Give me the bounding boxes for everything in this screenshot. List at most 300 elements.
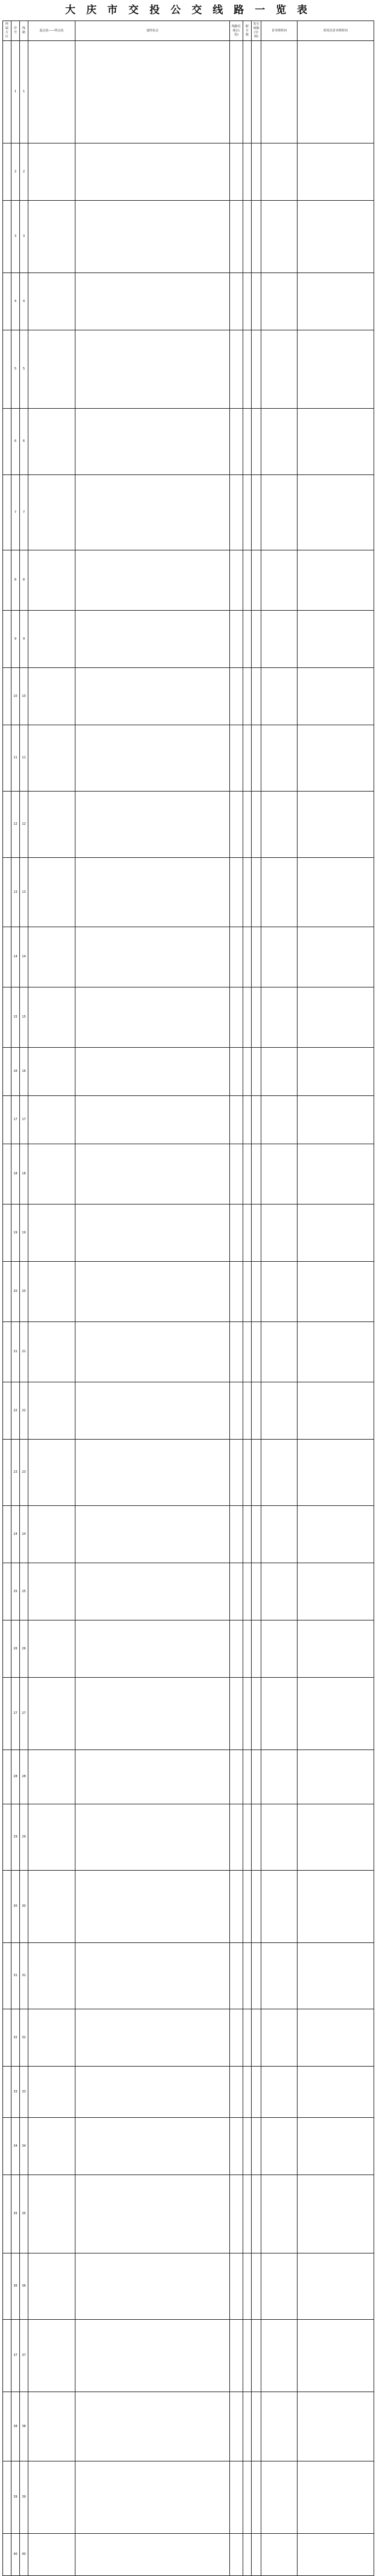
row-ends (28, 1144, 75, 1205)
row-time2 (298, 1563, 374, 1620)
row-route (75, 1804, 230, 1871)
row-length (230, 41, 243, 143)
row-number: 22 (11, 1382, 20, 1440)
row-buses (243, 201, 252, 273)
table-row (3, 2253, 374, 2320)
row-time2 (298, 2118, 374, 2175)
row-buses (243, 1943, 252, 2009)
row-time2 (298, 143, 374, 201)
row-ends (28, 1620, 75, 1678)
row-route (75, 550, 230, 611)
row-area (3, 987, 11, 1048)
row-buses (243, 41, 252, 143)
row-route (75, 1440, 230, 1506)
row-time2 (298, 273, 374, 330)
row-length (230, 1506, 243, 1563)
row-route (75, 1382, 230, 1440)
row-buses (243, 1382, 252, 1440)
row-interval (252, 201, 261, 273)
row-route (75, 858, 230, 927)
row-route (75, 1563, 230, 1620)
row-interval (252, 2320, 261, 2392)
row-number: 36 (11, 2253, 20, 2320)
row-buses (243, 1048, 252, 1096)
row-buses (243, 987, 252, 1048)
row-route (75, 273, 230, 330)
row-line: 20 (20, 1262, 28, 1322)
row-time2 (298, 1620, 374, 1678)
row-ends (28, 2253, 75, 2320)
row-number: 31 (11, 1943, 20, 2009)
row-line: 35 (20, 2175, 28, 2253)
row-number: 8 (11, 550, 20, 611)
row-area (3, 2009, 11, 2067)
row-ends (28, 475, 75, 550)
row-route (75, 2320, 230, 2392)
table-row (3, 2392, 374, 2461)
row-area (3, 409, 11, 475)
row-time2 (298, 2320, 374, 2392)
row-buses (243, 2175, 252, 2253)
row-route (75, 2461, 230, 2534)
row-area (3, 1096, 11, 1144)
row-line: 21 (20, 1322, 28, 1382)
row-time2 (298, 2253, 374, 2320)
row-length (230, 2461, 243, 2534)
row-number: 14 (11, 927, 20, 987)
row-area (3, 725, 11, 792)
row-area (3, 2461, 11, 2534)
row-time2 (298, 550, 374, 611)
row-length (230, 475, 243, 550)
table-row (3, 927, 374, 987)
row-buses (243, 1262, 252, 1322)
row-buses (243, 927, 252, 987)
row-time1 (261, 1205, 298, 1262)
row-number: 17 (11, 1096, 20, 1144)
row-route (75, 1871, 230, 1943)
row-buses (243, 2253, 252, 2320)
row-interval (252, 330, 261, 409)
row-area (3, 1205, 11, 1262)
row-time1 (261, 792, 298, 858)
row-area (3, 1382, 11, 1440)
row-time1 (261, 1440, 298, 1506)
row-time2 (298, 927, 374, 987)
row-line: 10 (20, 668, 28, 725)
row-time1 (261, 611, 298, 668)
table-row (3, 611, 374, 668)
row-length (230, 987, 243, 1048)
row-route (75, 1322, 230, 1382)
table-row (3, 725, 374, 792)
row-route (75, 201, 230, 273)
row-number: 35 (11, 2175, 20, 2253)
row-time1 (261, 201, 298, 273)
table-row (3, 1144, 374, 1205)
row-time1 (261, 1943, 298, 2009)
row-interval (252, 668, 261, 725)
row-area (3, 1750, 11, 1804)
row-time1 (261, 143, 298, 201)
row-interval (252, 1620, 261, 1678)
row-length (230, 330, 243, 409)
row-length (230, 2392, 243, 2461)
row-interval (252, 1678, 261, 1750)
row-ends (28, 1871, 75, 1943)
header-no: 序号 (11, 21, 20, 41)
row-line: 38 (20, 2392, 28, 2461)
row-area (3, 273, 11, 330)
row-number: 2 (11, 143, 20, 201)
row-time2 (298, 1382, 374, 1440)
row-interval (252, 1440, 261, 1506)
row-time1 (261, 987, 298, 1048)
row-buses (243, 725, 252, 792)
row-buses (243, 1563, 252, 1620)
row-ends (28, 668, 75, 725)
row-line: 36 (20, 2253, 28, 2320)
row-length (230, 1322, 243, 1382)
row-time1 (261, 1048, 298, 1096)
row-interval (252, 1563, 261, 1620)
row-ends (28, 330, 75, 409)
row-area (3, 792, 11, 858)
row-number: 34 (11, 2118, 20, 2175)
row-interval (252, 1322, 261, 1382)
row-line: 2 (20, 143, 28, 201)
row-route (75, 1943, 230, 2009)
row-interval (252, 2392, 261, 2461)
row-interval (252, 1382, 261, 1440)
row-time1 (261, 1871, 298, 1943)
row-line: 32 (20, 2009, 28, 2067)
row-number: 33 (11, 2067, 20, 2118)
row-route (75, 1262, 230, 1322)
row-time2 (298, 1322, 374, 1382)
row-line: 22 (20, 1382, 28, 1440)
row-ends (28, 41, 75, 143)
row-line: 7 (20, 475, 28, 550)
row-route (75, 1506, 230, 1563)
row-number: 38 (11, 2392, 20, 2461)
row-ends (28, 1048, 75, 1096)
table-row (3, 201, 374, 273)
row-length (230, 143, 243, 201)
row-time2 (298, 858, 374, 927)
row-time1 (261, 2175, 298, 2253)
row-area (3, 1440, 11, 1506)
row-length (230, 725, 243, 792)
row-length (230, 668, 243, 725)
row-time1 (261, 725, 298, 792)
row-line: 5 (20, 330, 28, 409)
row-route (75, 143, 230, 201)
row-time1 (261, 1678, 298, 1750)
table-row (3, 987, 374, 1048)
row-length (230, 1144, 243, 1205)
row-area (3, 2253, 11, 2320)
row-ends (28, 725, 75, 792)
table-row (3, 1262, 374, 1322)
table-row (3, 2067, 374, 2118)
row-line: 15 (20, 987, 28, 1048)
row-time2 (298, 668, 374, 725)
row-number: 23 (11, 1440, 20, 1506)
row-route (75, 725, 230, 792)
row-interval (252, 475, 261, 550)
row-interval (252, 2534, 261, 2576)
row-ends (28, 1804, 75, 1871)
row-interval (252, 725, 261, 792)
row-route (75, 1144, 230, 1205)
row-interval (252, 1506, 261, 1563)
row-line: 4 (20, 273, 28, 330)
row-buses (243, 2009, 252, 2067)
row-route (75, 2253, 230, 2320)
row-time1 (261, 2253, 298, 2320)
table-row (3, 668, 374, 725)
table-row (3, 1750, 374, 1804)
row-length (230, 2118, 243, 2175)
row-length (230, 1096, 243, 1144)
row-length (230, 1440, 243, 1506)
row-area (3, 2392, 11, 2461)
row-number: 15 (11, 987, 20, 1048)
row-route (75, 611, 230, 668)
row-time2 (298, 1262, 374, 1322)
row-interval (252, 611, 261, 668)
table-row (3, 1096, 374, 1144)
row-route (75, 987, 230, 1048)
header-line: 线路 (20, 21, 28, 41)
row-route (75, 927, 230, 987)
row-time2 (298, 1804, 374, 1871)
row-area (3, 2534, 11, 2576)
table-row (3, 1678, 374, 1750)
row-number: 21 (11, 1322, 20, 1382)
row-ends (28, 201, 75, 273)
row-route (75, 1678, 230, 1750)
row-length (230, 1262, 243, 1322)
row-number: 27 (11, 1678, 20, 1750)
row-line: 23 (20, 1440, 28, 1506)
row-buses (243, 1322, 252, 1382)
table-row (3, 550, 374, 611)
row-route (75, 1205, 230, 1262)
row-time2 (298, 2067, 374, 2118)
row-number: 20 (11, 1262, 20, 1322)
row-length (230, 1205, 243, 1262)
row-line: 37 (20, 2320, 28, 2392)
row-area (3, 1563, 11, 1620)
row-area (3, 143, 11, 201)
row-area (3, 1678, 11, 1750)
row-buses (243, 1804, 252, 1871)
table-row (3, 409, 374, 475)
row-buses (243, 143, 252, 201)
page-title: 大 庆 市 交 投 公 交 线 路 一 览 表 (65, 4, 311, 16)
row-number: 4 (11, 273, 20, 330)
table-row (3, 475, 374, 550)
row-line: 8 (20, 550, 28, 611)
row-number: 25 (11, 1563, 20, 1620)
row-line: 17 (20, 1096, 28, 1144)
row-length (230, 2009, 243, 2067)
row-line: 31 (20, 1943, 28, 2009)
row-route (75, 2067, 230, 2118)
row-number: 13 (11, 858, 20, 927)
row-interval (252, 1943, 261, 2009)
row-ends (28, 2175, 75, 2253)
row-number: 29 (11, 1804, 20, 1871)
row-length (230, 1678, 243, 1750)
row-interval (252, 927, 261, 987)
row-time1 (261, 2118, 298, 2175)
row-line: 18 (20, 1144, 28, 1205)
row-length (230, 792, 243, 858)
row-route (75, 1096, 230, 1144)
table-row (3, 2175, 374, 2253)
row-interval (252, 1804, 261, 1871)
row-time1 (261, 858, 298, 927)
table-row (3, 2461, 374, 2534)
row-route (75, 792, 230, 858)
row-length (230, 2175, 243, 2253)
row-area (3, 1322, 11, 1382)
row-number: 37 (11, 2320, 20, 2392)
row-interval (252, 2175, 261, 2253)
row-area (3, 475, 11, 550)
row-time2 (298, 1048, 374, 1096)
row-route (75, 475, 230, 550)
row-number: 26 (11, 1620, 20, 1678)
header-length: 线路长度(公里) (230, 21, 243, 41)
row-interval (252, 1048, 261, 1096)
row-time1 (261, 1322, 298, 1382)
row-interval (252, 143, 261, 201)
row-interval (252, 2253, 261, 2320)
row-route (75, 1620, 230, 1678)
row-time2 (298, 2534, 374, 2576)
row-line: 39 (20, 2461, 28, 2534)
row-time2 (298, 2009, 374, 2067)
row-line: 28 (20, 1750, 28, 1804)
row-route (75, 2392, 230, 2461)
row-interval (252, 987, 261, 1048)
table-row (3, 858, 374, 927)
row-number: 10 (11, 668, 20, 725)
row-area (3, 668, 11, 725)
row-buses (243, 1750, 252, 1804)
row-time1 (261, 927, 298, 987)
row-time1 (261, 2392, 298, 2461)
row-area (3, 1144, 11, 1205)
row-ends (28, 611, 75, 668)
row-line: 12 (20, 792, 28, 858)
row-interval (252, 2461, 261, 2534)
header-area: 所属片区 (3, 21, 11, 41)
row-ends (28, 2392, 75, 2461)
row-number: 24 (11, 1506, 20, 1563)
row-buses (243, 611, 252, 668)
row-length (230, 1750, 243, 1804)
header-time1: 首末班时间 (261, 21, 298, 41)
row-ends (28, 1096, 75, 1144)
row-line: 9 (20, 611, 28, 668)
row-buses (243, 409, 252, 475)
row-route (75, 2118, 230, 2175)
row-area (3, 2067, 11, 2118)
row-length (230, 1943, 243, 2009)
row-interval (252, 1144, 261, 1205)
table-row (3, 2320, 374, 2392)
row-area (3, 858, 11, 927)
row-route (75, 2534, 230, 2576)
row-ends (28, 2118, 75, 2175)
row-time1 (261, 1382, 298, 1440)
row-number: 32 (11, 2009, 20, 2067)
row-interval (252, 1750, 261, 1804)
row-number: 16 (11, 1048, 20, 1096)
row-buses (243, 475, 252, 550)
row-time2 (298, 475, 374, 550)
row-buses (243, 330, 252, 409)
row-buses (243, 1506, 252, 1563)
row-time1 (261, 2009, 298, 2067)
row-ends (28, 858, 75, 927)
row-length (230, 611, 243, 668)
row-area (3, 330, 11, 409)
row-time2 (298, 1943, 374, 2009)
row-time1 (261, 475, 298, 550)
row-ends (28, 143, 75, 201)
row-length (230, 2320, 243, 2392)
row-interval (252, 792, 261, 858)
row-time2 (298, 1506, 374, 1563)
row-ends (28, 1506, 75, 1563)
row-length (230, 409, 243, 475)
row-area (3, 1620, 11, 1678)
row-time1 (261, 1804, 298, 1871)
row-buses (243, 1205, 252, 1262)
row-interval (252, 858, 261, 927)
table-row (3, 1871, 374, 1943)
row-buses (243, 2118, 252, 2175)
row-number: 39 (11, 2461, 20, 2534)
row-time1 (261, 2461, 298, 2534)
row-buses (243, 1144, 252, 1205)
row-time1 (261, 2320, 298, 2392)
row-time1 (261, 1144, 298, 1205)
row-interval (252, 2118, 261, 2175)
table-row (3, 1382, 374, 1440)
row-area (3, 1048, 11, 1096)
row-ends (28, 927, 75, 987)
row-area (3, 1804, 11, 1871)
table-row (3, 2009, 374, 2067)
row-length (230, 1620, 243, 1678)
row-number: 1 (11, 41, 20, 143)
row-time2 (298, 1871, 374, 1943)
row-line: 40 (20, 2534, 28, 2576)
row-buses (243, 2320, 252, 2392)
bus-route-table (2, 20, 374, 2576)
row-number: 28 (11, 1750, 20, 1804)
table-row (3, 1322, 374, 1382)
row-length (230, 1382, 243, 1440)
row-interval (252, 1205, 261, 1262)
